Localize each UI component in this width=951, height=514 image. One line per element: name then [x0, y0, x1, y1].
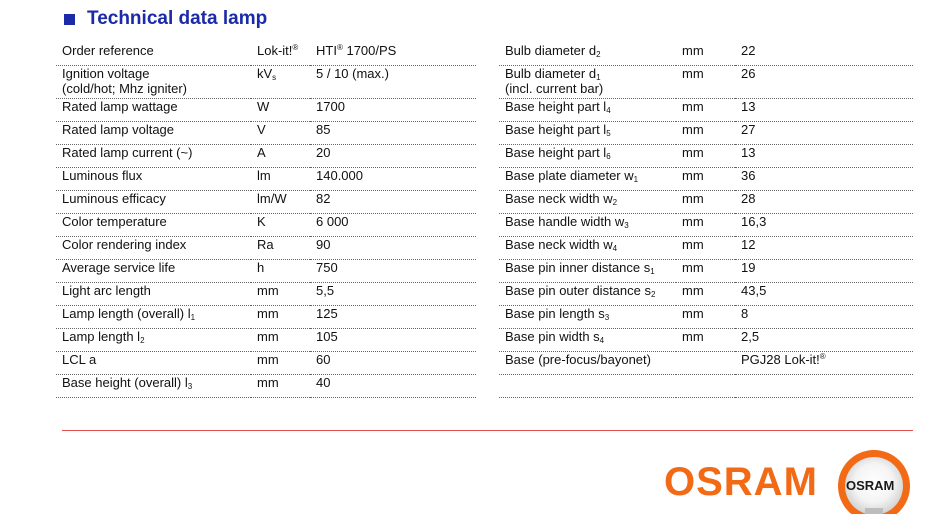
- param-value-cell: [735, 43, 913, 66]
- param-label-cell: [56, 329, 251, 352]
- param-label-subscript: 6: [606, 152, 611, 161]
- empty-cell: [499, 375, 676, 398]
- param-value: 85: [316, 122, 331, 137]
- param-label-subscript: 2: [650, 290, 656, 299]
- param-unit: mm: [682, 66, 704, 81]
- param-label-cell: [499, 122, 676, 145]
- param-label-cell: [499, 145, 676, 168]
- param-value-cell: [310, 168, 476, 191]
- param-unit-cell: [251, 375, 310, 398]
- logo-wordmark: OSRAM: [664, 460, 818, 504]
- param-label-cell: [56, 375, 251, 398]
- param-value-cell: [310, 237, 476, 260]
- param-label-cell: [56, 352, 251, 375]
- param-unit-cell: [251, 260, 310, 283]
- param-label-subscript: 4: [606, 106, 611, 115]
- param-label-cell: [56, 66, 251, 99]
- param-value-cell: [310, 260, 476, 283]
- param-value-cell: [310, 145, 476, 168]
- param-value-cell: [735, 191, 913, 214]
- param-label: Base height part l: [505, 99, 607, 114]
- param-unit-cell: [676, 260, 735, 283]
- param-value-cell: [310, 99, 476, 122]
- light-bulb-icon: [832, 446, 914, 514]
- param-value-cell: [310, 122, 476, 145]
- param-label-subscript: 4: [612, 244, 618, 253]
- param-unit: K: [257, 214, 266, 229]
- right-table-empty-row: [499, 375, 913, 398]
- left-table-row: [56, 260, 476, 283]
- left-table-row: [56, 283, 476, 306]
- param-unit-cell: [676, 122, 735, 145]
- param-label-cell: [499, 237, 676, 260]
- param-value-cell: [735, 260, 913, 283]
- param-unit-cell: [251, 145, 310, 168]
- param-label-subscript: 2: [612, 198, 618, 207]
- param-value-cell: [310, 191, 476, 214]
- param-value: 27: [741, 122, 756, 137]
- left-table-row: [56, 306, 476, 329]
- left-table-row: [56, 168, 476, 191]
- left-table-row: [56, 99, 476, 122]
- param-unit: Lok-it!: [257, 43, 293, 58]
- param-value: 5,5: [316, 283, 335, 298]
- param-value: 5 / 10 (max.): [316, 66, 389, 81]
- param-unit-cell: [251, 237, 310, 260]
- param-label-cell: [56, 306, 251, 329]
- param-value-cell: [735, 237, 913, 260]
- param-label-cell: [56, 168, 251, 191]
- param-unit-superscript: ®: [292, 43, 299, 52]
- param-unit: mm: [682, 145, 704, 160]
- param-label: LCL a: [62, 352, 97, 367]
- param-label: Base neck width w: [505, 191, 613, 206]
- param-value: 90: [316, 237, 331, 252]
- left-table-row: [56, 191, 476, 214]
- param-unit: mm: [682, 283, 704, 298]
- param-unit-cell: [251, 99, 310, 122]
- param-value: 12: [741, 237, 756, 252]
- param-value-cell: [735, 214, 913, 237]
- param-label-subscript: 3: [604, 313, 610, 322]
- param-label: Order reference: [62, 43, 154, 58]
- param-unit: h: [257, 260, 265, 275]
- param-value: 22: [741, 43, 756, 58]
- param-unit: mm: [682, 168, 704, 183]
- param-label-cell: [56, 260, 251, 283]
- left-table-row: [56, 237, 476, 260]
- param-unit-cell: [251, 122, 310, 145]
- right-table-row: [499, 352, 913, 375]
- param-label: Luminous flux: [62, 168, 143, 183]
- param-label-cell: [499, 214, 676, 237]
- param-label: Base pin length s: [505, 306, 605, 321]
- technical-data-table-right: [499, 43, 913, 398]
- param-label: Ignition voltage: [62, 66, 150, 81]
- param-value: 13: [741, 145, 756, 160]
- param-unit-cell: [251, 168, 310, 191]
- param-label: Base (pre-focus/bayonet): [505, 352, 651, 367]
- left-table-row: [56, 352, 476, 375]
- param-value-superscript: ®: [336, 43, 343, 52]
- right-table-row: [499, 214, 913, 237]
- param-label-cell: [499, 283, 676, 306]
- param-unit-cell: [676, 237, 735, 260]
- param-value-cell: [310, 306, 476, 329]
- param-label-subscript: 3: [624, 221, 629, 230]
- param-unit: W: [257, 99, 270, 114]
- param-unit-cell: [676, 168, 735, 191]
- param-unit-cell: [251, 352, 310, 375]
- right-table-row: [499, 283, 913, 306]
- param-label-cell: [56, 191, 251, 214]
- param-unit-cell: [676, 283, 735, 306]
- param-label-cell: [56, 122, 251, 145]
- param-label: Luminous efficacy: [62, 191, 166, 206]
- param-label-note: (incl. current bar): [505, 81, 604, 96]
- left-table-row: [56, 214, 476, 237]
- param-value: 13: [741, 99, 756, 114]
- param-label-subscript: 1: [633, 175, 639, 184]
- param-value-tail: 1700/PS: [342, 43, 397, 58]
- param-label: Base height part l: [505, 122, 607, 137]
- param-value-cell: [735, 66, 913, 99]
- param-label: Rated lamp voltage: [62, 122, 175, 137]
- param-value: 1700: [316, 99, 345, 114]
- param-unit: mm: [257, 352, 279, 367]
- left-table-row: [56, 375, 476, 398]
- right-table-row: [499, 329, 913, 352]
- right-table-row: [499, 99, 913, 122]
- param-unit-cell: [676, 329, 735, 352]
- right-table-row: [499, 168, 913, 191]
- param-value-superscript: ®: [819, 352, 826, 361]
- param-value-cell: [735, 306, 913, 329]
- param-unit: mm: [682, 99, 704, 114]
- param-label: Lamp length (overall) l: [62, 306, 191, 321]
- param-value-cell: [735, 168, 913, 191]
- param-unit: mm: [682, 43, 704, 58]
- param-label: Base pin inner distance s: [505, 260, 651, 275]
- param-value-cell: [310, 43, 476, 66]
- param-unit: mm: [682, 191, 704, 206]
- param-unit-cell: [251, 329, 310, 352]
- left-table-row: [56, 329, 476, 352]
- right-table-row: [499, 191, 913, 214]
- param-label-cell: [499, 168, 676, 191]
- param-unit-cell: [676, 66, 735, 99]
- param-unit-cell: [676, 214, 735, 237]
- param-label-subscript: 2: [596, 50, 601, 59]
- param-label-cell: [56, 283, 251, 306]
- param-unit-cell: [676, 191, 735, 214]
- param-label-note: (cold/hot; Mhz igniter): [62, 81, 187, 96]
- param-value: 60: [316, 352, 331, 367]
- param-label: Base handle width w: [505, 214, 625, 229]
- param-unit-subscript: s: [272, 73, 277, 82]
- param-label: Bulb diameter d: [505, 43, 597, 58]
- param-value-cell: [735, 352, 913, 375]
- right-table-row: [499, 260, 913, 283]
- param-unit-cell: [676, 306, 735, 329]
- param-value: 750: [316, 260, 338, 275]
- param-unit-cell: [251, 43, 310, 66]
- param-label: Color temperature: [62, 214, 167, 229]
- param-unit-cell: [676, 352, 735, 375]
- param-unit: mm: [682, 237, 704, 252]
- param-unit-cell: [251, 214, 310, 237]
- param-value-cell: [735, 329, 913, 352]
- param-value-cell: [735, 99, 913, 122]
- param-label: Rated lamp wattage: [62, 99, 178, 114]
- param-label-cell: [499, 191, 676, 214]
- param-value-cell: [310, 352, 476, 375]
- param-label-cell: [499, 329, 676, 352]
- left-table-row: [56, 145, 476, 168]
- param-value: 43,5: [741, 283, 767, 298]
- left-table-row: [56, 122, 476, 145]
- param-value: 8: [741, 306, 749, 321]
- param-label: Base plate diameter w: [505, 168, 634, 183]
- param-unit: mm: [257, 375, 279, 390]
- page-title: [64, 8, 267, 30]
- param-unit-cell: [676, 43, 735, 66]
- param-unit: A: [257, 145, 266, 160]
- param-value: 125: [316, 306, 338, 321]
- param-unit: Ra: [257, 237, 274, 252]
- param-unit: lm/W: [257, 191, 287, 206]
- param-unit-cell: [676, 145, 735, 168]
- param-label: Base height part l: [505, 145, 607, 160]
- param-unit: mm: [682, 122, 704, 137]
- section-divider: [62, 430, 913, 431]
- param-label: Bulb diameter d: [505, 66, 597, 81]
- param-label: Base pin outer distance s: [505, 283, 651, 298]
- right-table-row: [499, 43, 913, 66]
- param-value: 105: [316, 329, 338, 344]
- param-unit: mm: [257, 329, 279, 344]
- param-label-cell: [499, 306, 676, 329]
- param-label-cell: [56, 99, 251, 122]
- param-value: 36: [741, 168, 756, 183]
- param-value: 16,3: [741, 214, 767, 229]
- param-label: Base neck width w: [505, 237, 613, 252]
- page-title-text: Technical data lamp: [87, 8, 268, 29]
- param-value: 20: [316, 145, 331, 160]
- param-unit: mm: [682, 214, 704, 229]
- param-label: Base height (overall) l: [62, 375, 188, 390]
- param-unit: mm: [682, 306, 704, 321]
- param-unit: kV: [257, 66, 273, 81]
- empty-cell: [676, 375, 735, 398]
- param-label-cell: [499, 99, 676, 122]
- param-value: 26: [741, 66, 756, 81]
- param-unit-cell: [251, 191, 310, 214]
- right-table-row: [499, 66, 913, 99]
- param-unit: mm: [257, 306, 279, 321]
- technical-data-table-left: [56, 43, 476, 398]
- param-value: 6 000: [316, 214, 349, 229]
- param-label-subscript: 1: [650, 267, 655, 276]
- param-unit: mm: [257, 283, 279, 298]
- bullet-square-icon: [64, 14, 75, 25]
- param-label-cell: [56, 145, 251, 168]
- right-table-row: [499, 122, 913, 145]
- param-value-cell: [735, 283, 913, 306]
- param-label-cell: [499, 352, 676, 375]
- param-label: Average service life: [62, 260, 176, 275]
- param-label-cell: [56, 214, 251, 237]
- param-unit: mm: [682, 329, 704, 344]
- param-unit-cell: [251, 66, 310, 99]
- param-label-subscript: 2: [140, 336, 145, 345]
- param-label-cell: [56, 237, 251, 260]
- param-unit: lm: [257, 168, 271, 183]
- param-label-subscript: 1: [190, 313, 196, 322]
- param-value-cell: [310, 66, 476, 99]
- param-label-subscript: 4: [599, 336, 605, 345]
- param-value: PGJ28 Lok-it!: [741, 352, 820, 367]
- param-label-cell: [56, 43, 251, 66]
- right-table-row: [499, 306, 913, 329]
- osram-logo: [664, 446, 914, 514]
- param-label: Base pin width s: [505, 329, 600, 344]
- param-value: 19: [741, 260, 756, 275]
- param-label-subscript: 5: [606, 129, 611, 138]
- param-value: 2,5: [741, 329, 760, 344]
- param-value: 28: [741, 191, 756, 206]
- param-value-cell: [310, 283, 476, 306]
- param-value-cell: [735, 122, 913, 145]
- right-table-row: [499, 237, 913, 260]
- param-value: 40: [316, 375, 331, 390]
- param-label: Lamp length l: [62, 329, 141, 344]
- param-unit-cell: [251, 283, 310, 306]
- param-label-subscript: 1: [596, 73, 601, 82]
- param-label: Rated lamp current (~): [62, 145, 193, 160]
- param-value: 140.000: [316, 168, 363, 183]
- param-value-cell: [310, 329, 476, 352]
- param-unit: mm: [682, 260, 704, 275]
- param-value: HTI: [316, 43, 337, 58]
- logo-bulb-label: OSRAM: [846, 478, 895, 493]
- right-table-row: [499, 145, 913, 168]
- left-table-row: [56, 66, 476, 99]
- param-value-cell: [310, 375, 476, 398]
- param-unit: V: [257, 122, 266, 137]
- param-label: Light arc length: [62, 283, 151, 298]
- param-value-cell: [310, 214, 476, 237]
- param-label-cell: [499, 66, 676, 99]
- empty-cell: [735, 375, 913, 398]
- left-table-row: [56, 43, 476, 66]
- param-unit-cell: [676, 99, 735, 122]
- param-unit-cell: [251, 306, 310, 329]
- param-label: Color rendering index: [62, 237, 187, 252]
- param-label-cell: [499, 260, 676, 283]
- param-label-subscript: 3: [187, 382, 193, 391]
- param-label-cell: [499, 43, 676, 66]
- param-value: 82: [316, 191, 331, 206]
- param-value-cell: [735, 145, 913, 168]
